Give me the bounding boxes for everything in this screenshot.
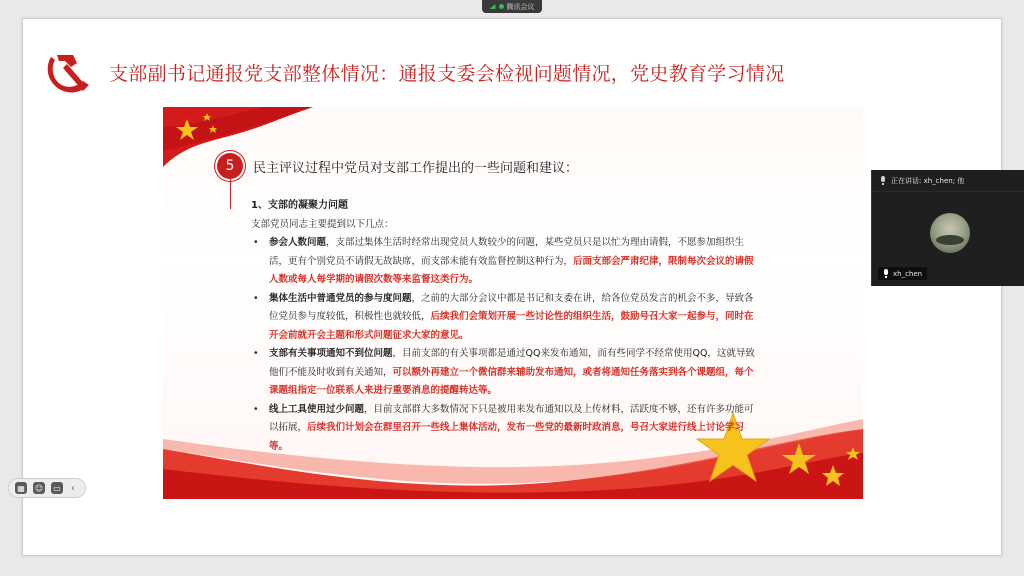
meeting-app-indicator[interactable]	[482, 0, 542, 13]
chat-icon[interactable]: ☺	[34, 483, 44, 493]
list-item	[251, 290, 761, 346]
point-title: 线上工具使用过少问题	[269, 403, 365, 415]
microphone-icon	[880, 176, 886, 185]
point-action: 后续我们计划会在群里召开一些线上集体活动，发布一些党的最新时政消息，号召大家进行线上讨论学习等。	[269, 422, 745, 452]
shared-slide	[22, 18, 1002, 556]
meeting-app-name: 腾讯会议	[506, 2, 535, 11]
point-title: 支部有关事项通知不到位问题	[269, 348, 393, 359]
point-title: 集体生活中普通党员的参与度问题	[269, 292, 412, 304]
party-emblem-icon	[43, 47, 93, 97]
list-item	[251, 345, 761, 401]
subheading: 1、支部的凝聚力问题	[251, 200, 348, 211]
badge-connector-line	[230, 179, 231, 209]
slide-content-image	[163, 107, 863, 499]
slide-title: 支部副书记通报党支部整体情况：通报支委会检视问题情况，党史教育学习情况	[109, 63, 785, 85]
avatar	[930, 213, 970, 253]
point-action: 后面支部会严肃纪律，限制每次会议的请假人数或每人每学期的请假次数等来监督这类行为。	[269, 255, 754, 285]
section-heading: 民主评议过程中党员对支部工作提出的一些问题和建议：	[253, 161, 579, 176]
intro-text: 支部党员同志主要提到以下几点：	[251, 218, 394, 230]
screen-icon[interactable]: ▭	[51, 482, 63, 494]
point-title: 参会人数问题	[269, 237, 327, 248]
participant-video-panel[interactable]	[871, 170, 1024, 286]
collapse-chevron-icon[interactable]: ‹	[71, 482, 75, 494]
point-text: ，目前支部群大多数情况下只是被用来发布通知以及上传材料，活跃度不够，还有许多功能可以拓展，	[269, 403, 754, 433]
issue-list	[251, 234, 761, 456]
point-text: ，目前支部的有关事项都是通过QQ来发布通知，而有些同学不经常使用QQ，这就导致他们不能及时收到有关通知，	[269, 348, 755, 378]
list-item	[251, 234, 761, 290]
grid-view-icon[interactable]: ▦	[15, 482, 27, 494]
signal-icon	[490, 4, 496, 9]
speaking-label: 正在讲话: xh_chen; 他	[891, 176, 965, 185]
status-dot-icon	[499, 4, 504, 9]
floating-toolbar	[8, 478, 86, 498]
list-item	[251, 401, 761, 457]
speaking-indicator	[872, 170, 1024, 192]
microphone-icon	[883, 269, 889, 278]
participant-name: xh_chen	[893, 269, 923, 278]
participant-name-tag	[878, 267, 927, 280]
section-number-badge: 5	[217, 153, 243, 179]
point-text: ，之前的大部分会议中都是书记和支委在讲，给各位党员发言的机会不多，导致各位党员参与度较低，积极性也就较低，	[269, 292, 754, 322]
point-text: ，支部过集体生活时经常出现党员人数较少的问题，某些党员只是以忙为理由请假，不愿参加组织生活，更有个别党员不请假无故缺席，而支部未能有效监督控制这种行为，	[269, 237, 745, 267]
point-action: 后续我们会策划开展一些讨论性的组织生活，鼓励号召大家一起参与，同时在开会前就开会主题和形式问题征求大家的意见。	[269, 311, 754, 341]
slide-body	[251, 197, 761, 456]
point-action: 可以额外再建立一个微信群来辅助发布通知，或者将通知任务落实到各个课题组，每个课题组指定一位联系人来进行重要消息的提醒转达等。	[269, 366, 754, 396]
